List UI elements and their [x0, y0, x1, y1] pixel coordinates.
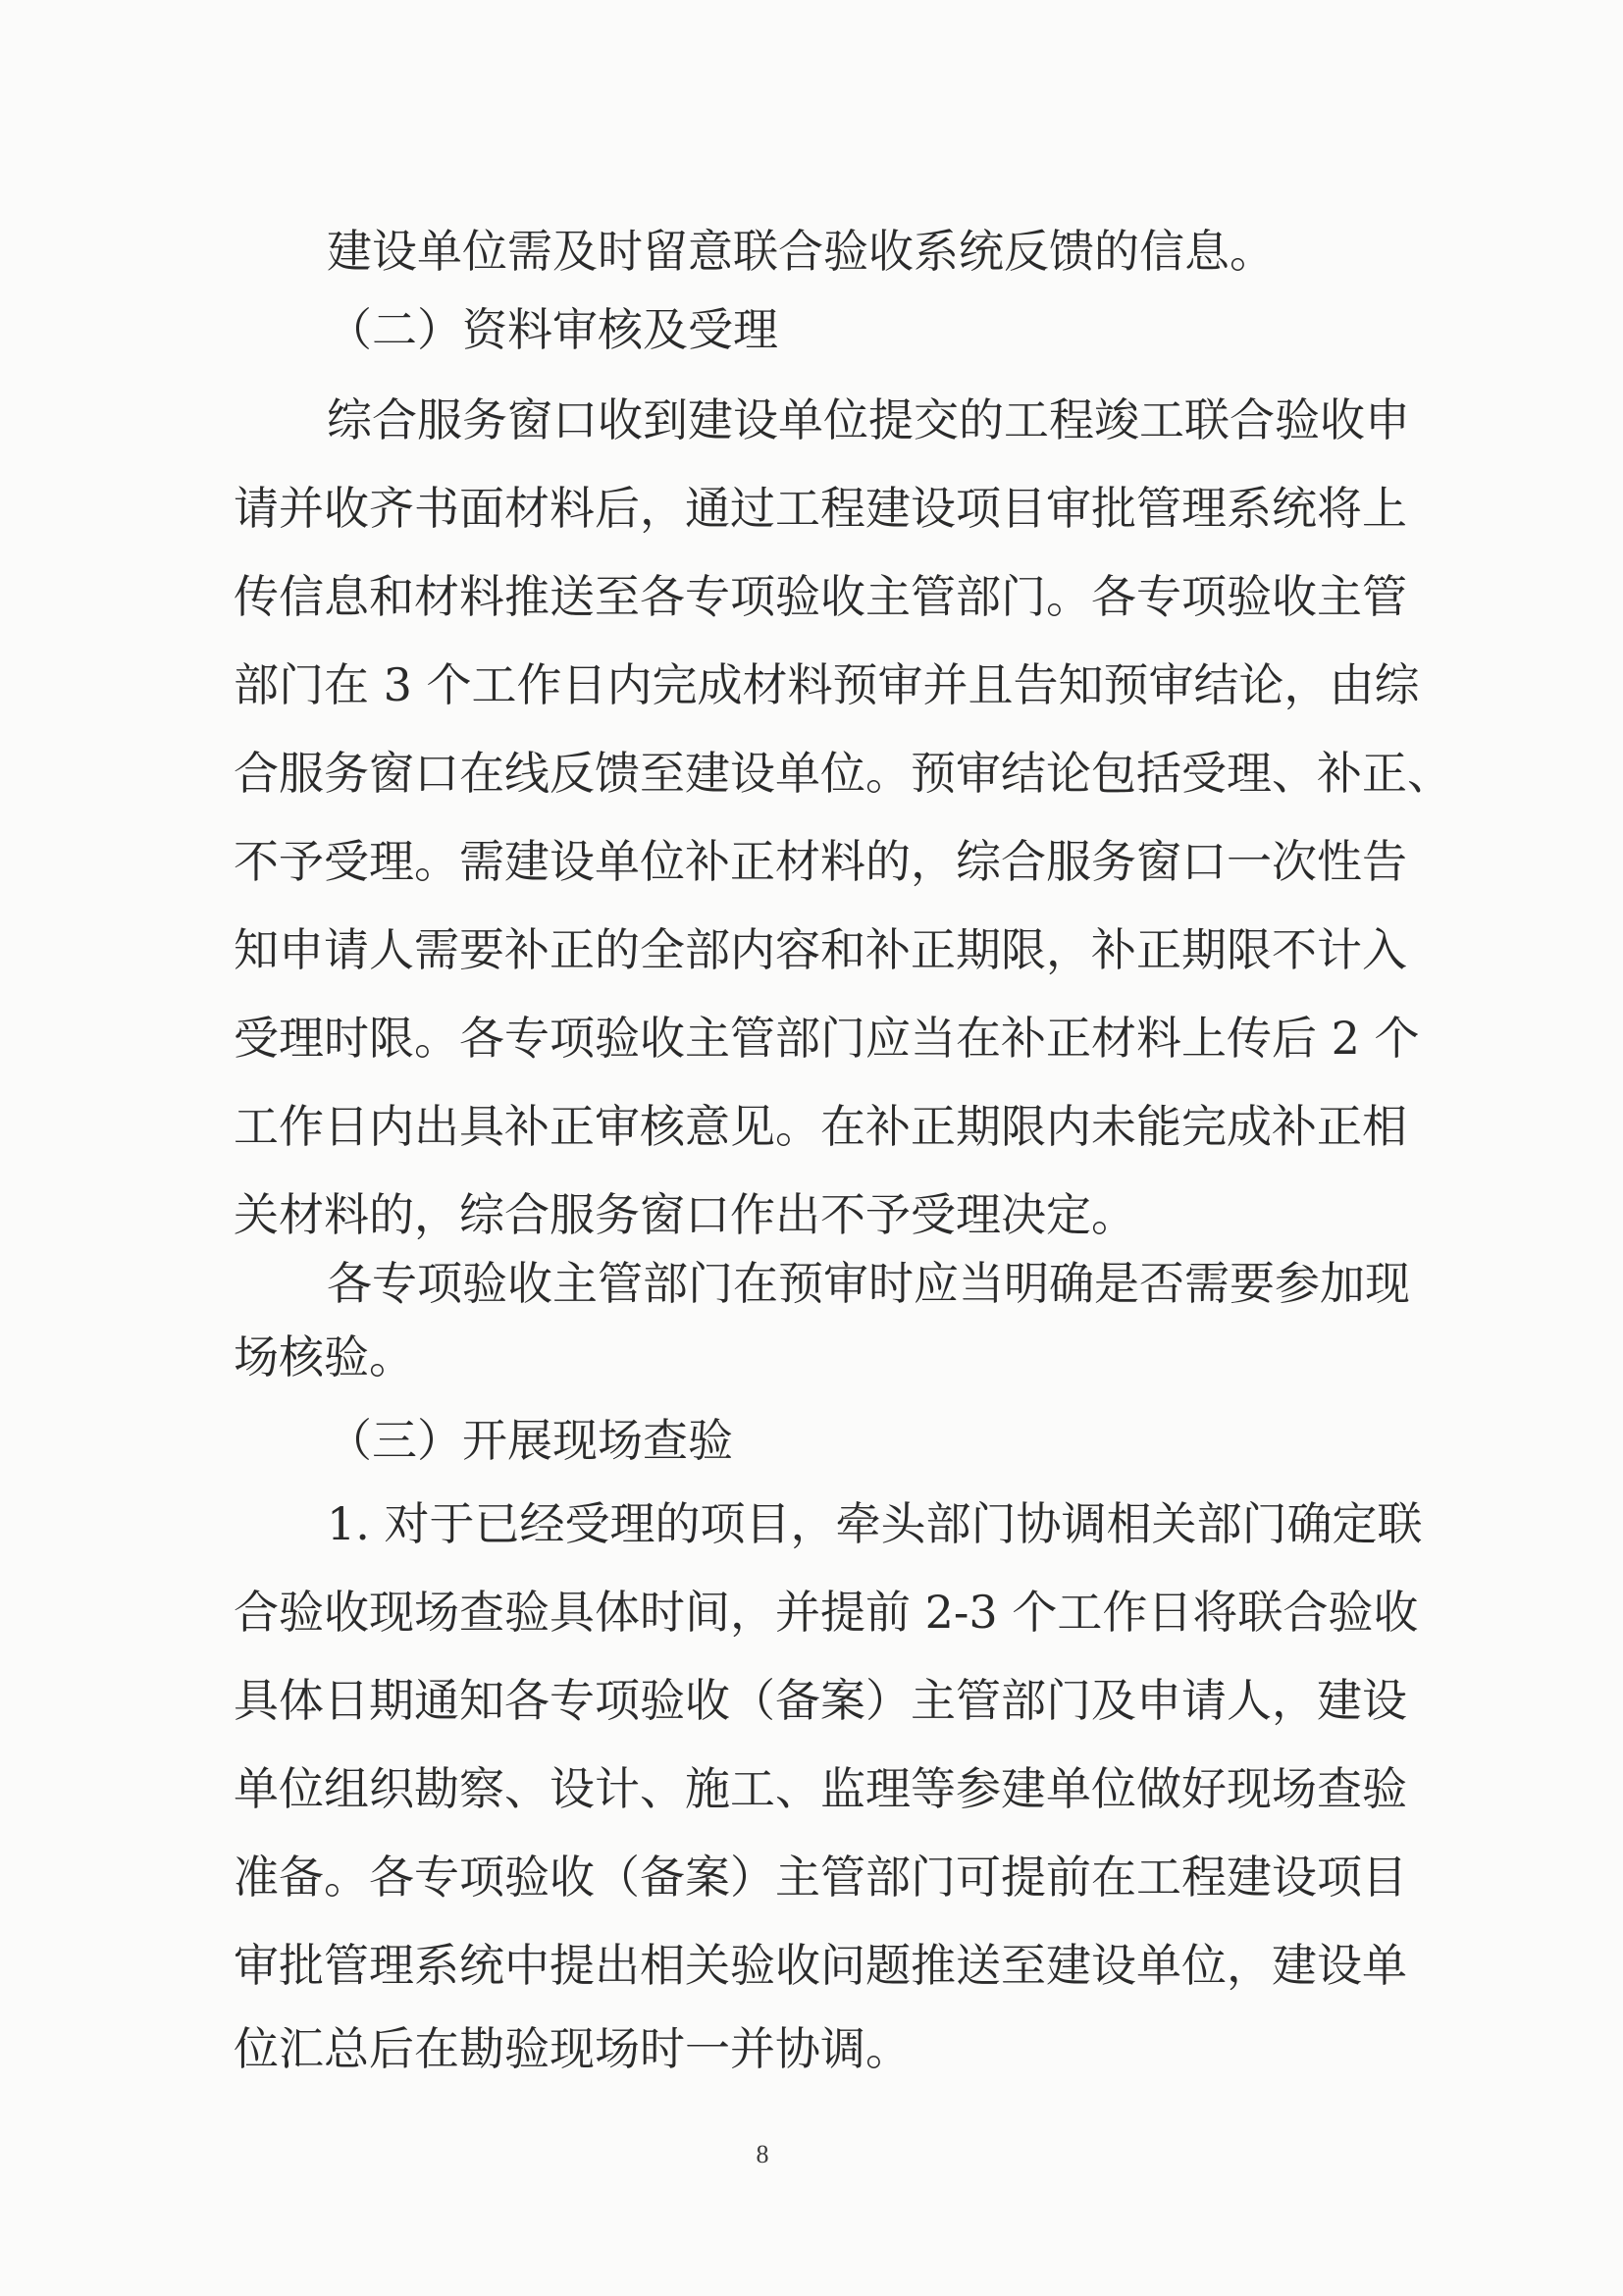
text-line-16: 1. 对于已经受理的项目，牵头部门协调相关部门确定联 [327, 1497, 1423, 1550]
text-line-9: 知申请人需要补正的全部内容和补正期限，补正期限不计入 [234, 923, 1407, 976]
text-line-11: 工作日内出具补正审核意见。在补正期限内未能完成补正相 [234, 1100, 1407, 1153]
section-heading-2: （二）资料审核及受理 [327, 303, 778, 356]
text-line-5: 传信息和材料推送至各专项验收主管部门。各专项验收主管 [234, 570, 1407, 623]
text-line-4: 请并收齐书面材料后，通过工程建设项目审批管理系统将上 [234, 482, 1407, 535]
text-line-19: 单位组织勘察、设计、施工、监理等参建单位做好现场查验 [234, 1762, 1407, 1815]
text-line-7: 合服务窗口在线反馈至建设单位。预审结论包括受理、补正、 [234, 747, 1452, 800]
text-line-13: 各专项验收主管部门在预审时应当明确是否需要参加现 [327, 1257, 1410, 1310]
text-line-22: 位汇总后在勘验现场时一并协调。 [234, 2022, 911, 2075]
text-line-20: 准备。各专项验收（备案）主管部门可提前在工程建设项目 [234, 1851, 1407, 1904]
section-heading-15: （三）开展现场查验 [327, 1414, 733, 1467]
page-number: 8 [756, 2140, 769, 2168]
text-line-17: 合验收现场查验具体时间，并提前 2-3 个工作日将联合验收 [234, 1586, 1419, 1639]
text-line-14: 场核验。 [234, 1331, 414, 1383]
text-line-1: 建设单位需及时留意联合验收系统反馈的信息。 [327, 225, 1275, 278]
text-line-18: 具体日期通知各专项验收（备案）主管部门及申请人，建设 [234, 1674, 1407, 1727]
text-line-3: 综合服务窗口收到建设单位提交的工程竣工联合验收申 [327, 393, 1410, 446]
text-line-12: 关材料的，综合服务窗口作出不予受理决定。 [234, 1188, 1136, 1241]
text-line-21: 审批管理系统中提出相关验收问题推送至建设单位，建设单 [234, 1939, 1407, 1992]
text-line-6: 部门在 3 个工作日内完成材料预审并且告知预审结论，由综 [234, 658, 1420, 711]
text-line-8: 不予受理。需建设单位补正材料的，综合服务窗口一次性告 [234, 835, 1407, 888]
text-line-10: 受理时限。各专项验收主管部门应当在补正材料上传后 2 个 [234, 1012, 1420, 1065]
